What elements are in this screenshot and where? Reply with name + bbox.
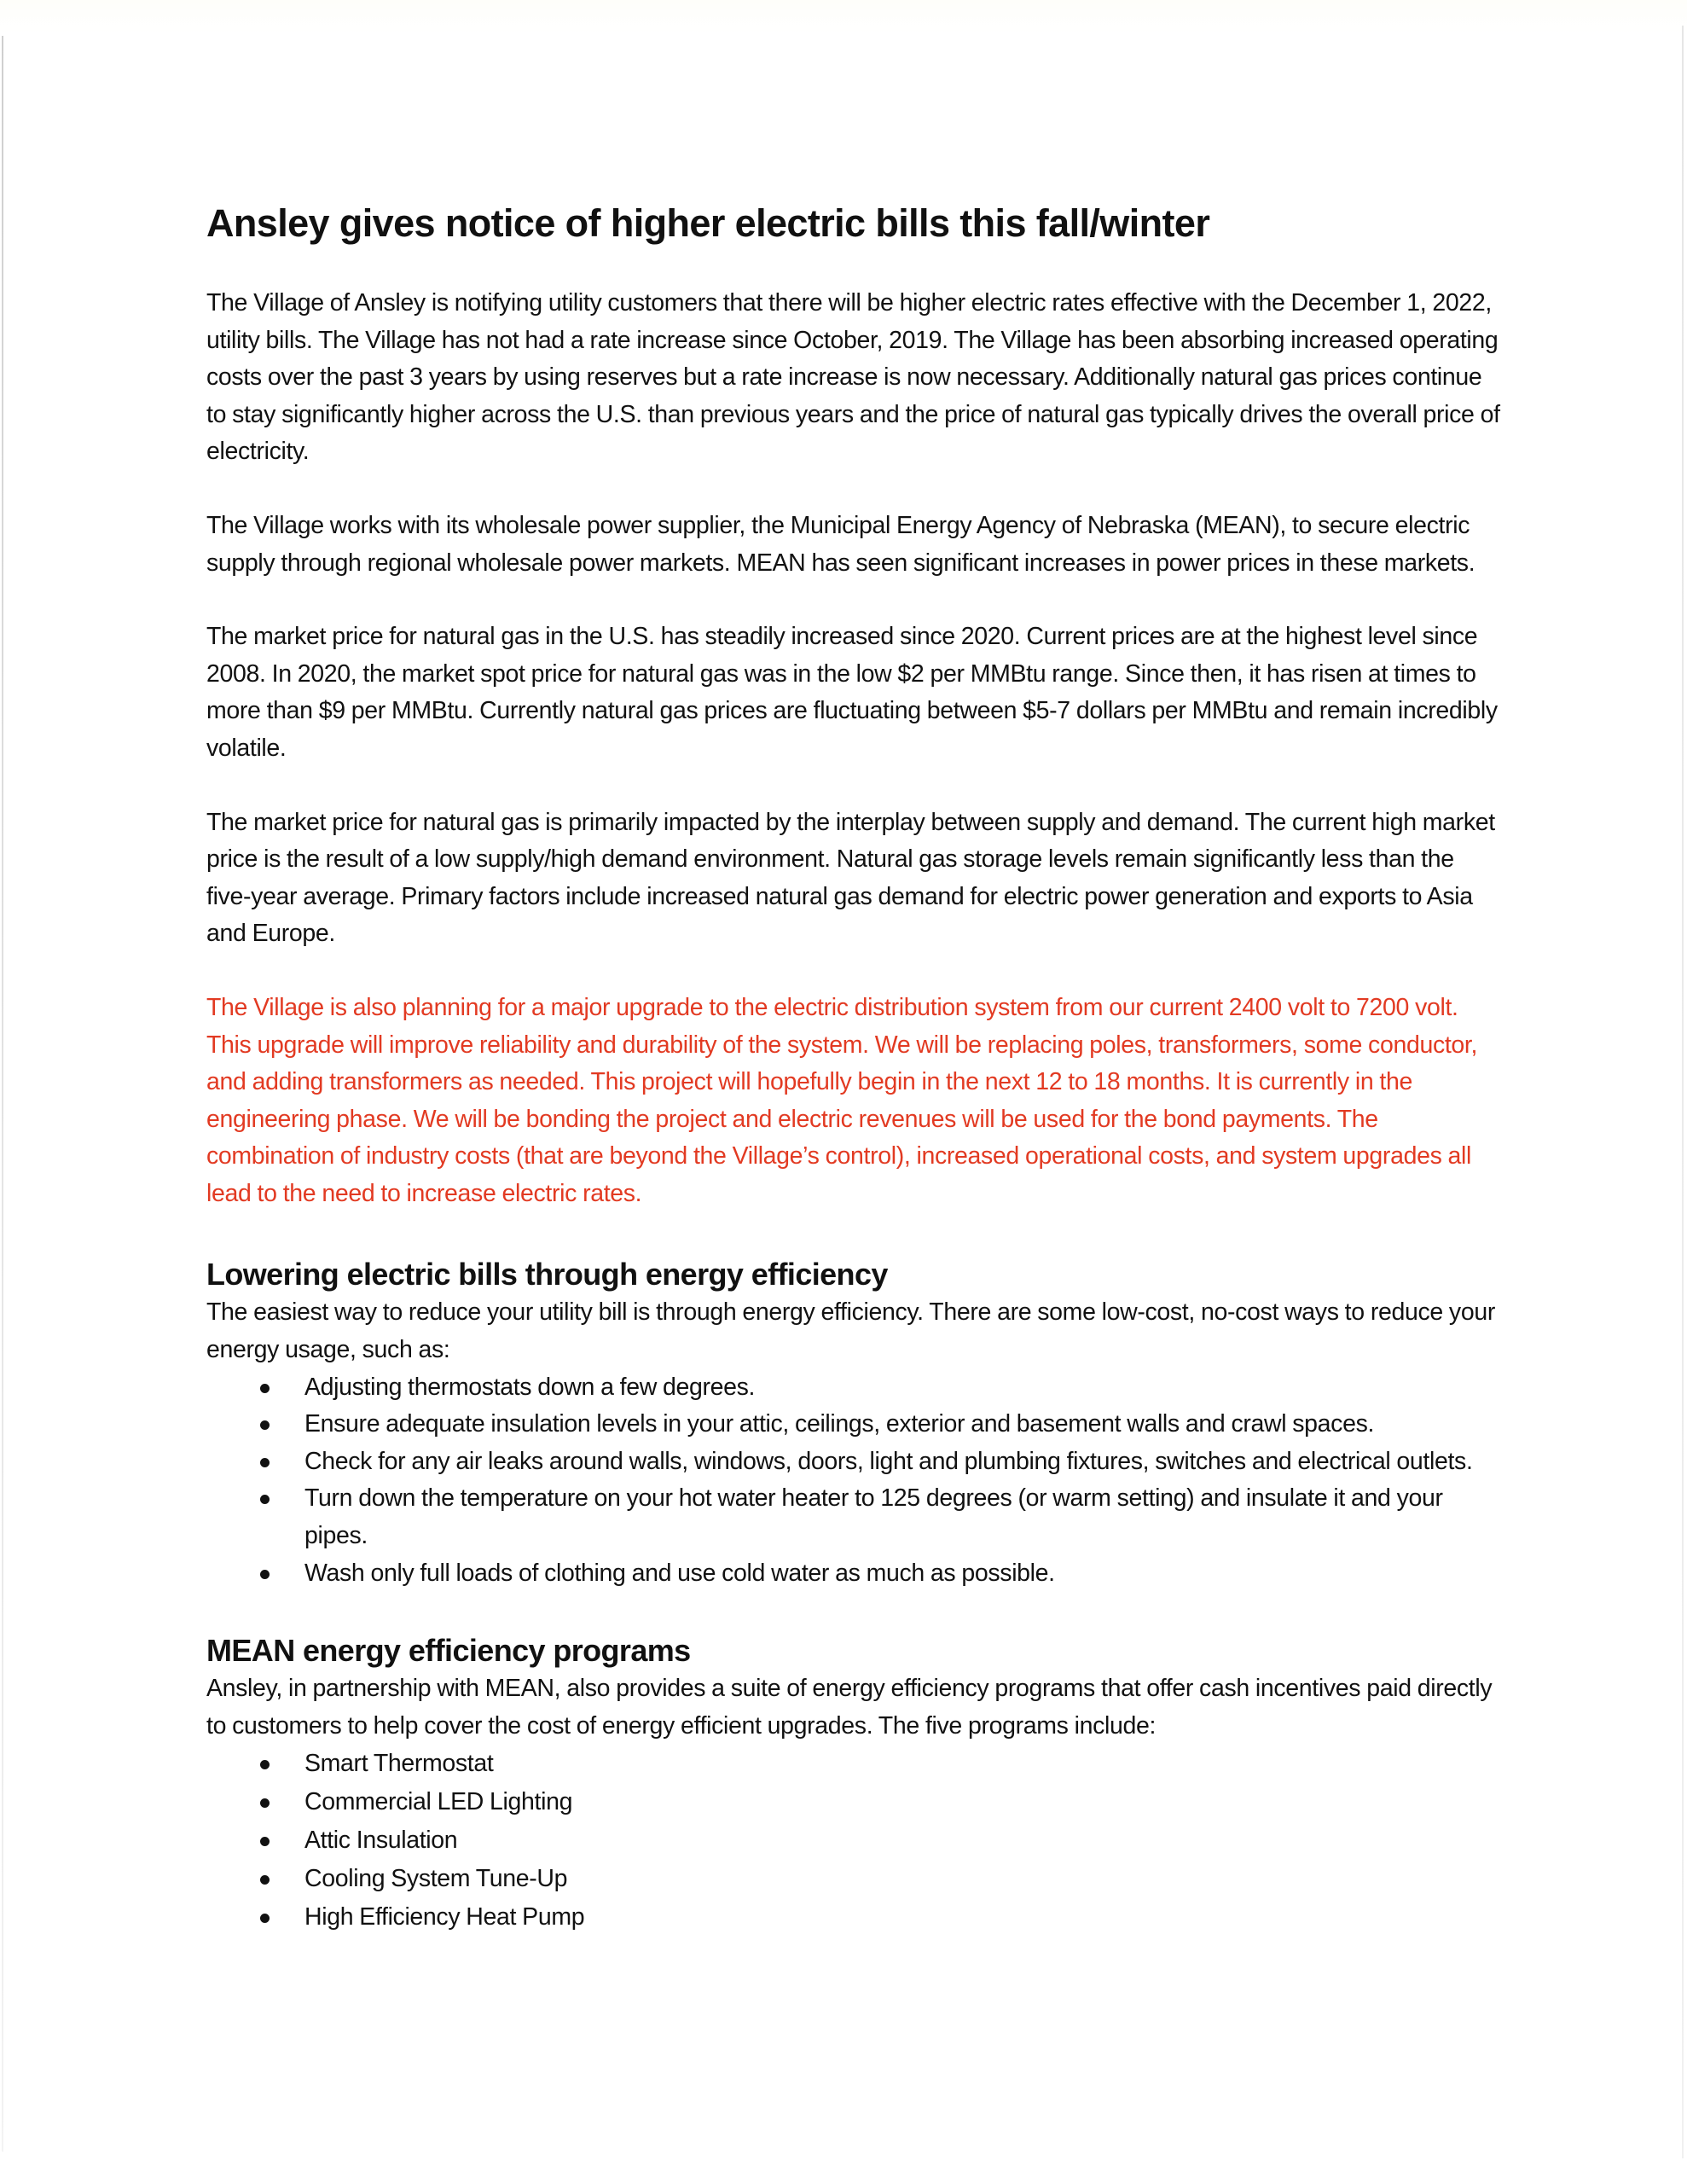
efficiency-tips-list: [206, 1369, 1503, 1593]
list-item: [206, 1821, 1503, 1860]
programs-list: [206, 1745, 1503, 1937]
list-item-text: High Efficiency Heat Pump: [304, 1903, 585, 1931]
bullet-dot-icon: [260, 1837, 270, 1846]
list-item: [206, 1480, 1503, 1554]
bullet-dot-icon: [260, 1875, 270, 1885]
list-item-text: Check for any air leaks around walls, windows, doors, light and plumbing fixtures, switches and electrical outlets.: [304, 1447, 1473, 1475]
paragraph-programs-intro: Ansley, in partnership with MEAN, also provides a suite of energy efficiency programs that offer cash incentives paid directly to customers to help cover the cost of energy efficient upgrades. The five programs include:: [206, 1675, 1493, 1740]
list-item-text: Wash only full loads of clothing and use cold water as much as possible.: [304, 1559, 1055, 1587]
bullet-dot-icon: [260, 1495, 270, 1504]
list-item-text: Adjusting thermostats down a few degrees.: [304, 1373, 756, 1401]
scan-edge-right: [1682, 26, 1684, 2158]
paragraph-rate-increase: The Village of Ansley is notifying utility customers that there will be higher electric rates effective with the December 1, 2022, utility bills. The Village has not had a rate increase since October, 2019. The Village has been absorbing increased operating costs over the past 3 years by using reserves but a rate increase is now necessary. Additionally natural gas prices continue to stay significantly higher across the U.S. than previous years and the price of natural gas typically drives the overall price of electricity.: [206, 289, 1500, 466]
document-title: Ansley gives notice of higher electric bills this fall/winter: [206, 201, 1210, 245]
paragraph-gas-prices: The market price for natural gas in the U.S. has steadily increased since 2020. Current prices are at the highest level since 2008. In 2020, the market spot price for natural gas was in the low $2 per MMBtu range. Since then, it has risen at times to more than $9 per MMBtu. Currently natural gas prices are fluctuating between $5-7 dollars per MMBtu and remain incredibly volatile.: [206, 623, 1498, 762]
list-item-text: Cooling System Tune-Up: [304, 1865, 568, 1893]
list-item: [206, 1898, 1503, 1937]
bullet-dot-icon: [260, 1570, 270, 1579]
bullet-dot-icon: [260, 1760, 270, 1769]
bullet-dot-icon: [260, 1914, 270, 1923]
list-item: [206, 1406, 1503, 1443]
paragraph-wholesale-supplier: The Village works with its wholesale power supplier, the Municipal Energy Agency of Nebraska (MEAN), to secure electric supply through regional wholesale power markets. MEAN has seen significant increases in power prices in these markets.: [206, 511, 1475, 577]
list-item: [206, 1555, 1503, 1593]
list-item: [206, 1745, 1503, 1783]
document-page: [206, 196, 1503, 1937]
bullet-dot-icon: [260, 1798, 270, 1808]
list-item: [206, 1443, 1503, 1481]
paragraph-system-upgrade: The Village is also planning for a major upgrade to the electric distribution system from our current 2400 volt to 7200 volt. This upgrade will improve reliability and durability of the system. We will be replacing poles, transformers, some conductor, and adding transformers as needed. This project will hopefully begin in the next 12 to 18 months. It is currently in the engineering phase. We will be bonding the project and electric revenues will be used for the bond payments. The combination of industry costs (that are beyond the Village’s control), increased operational costs, and system upgrades all lead to the need to increase electric rates.: [206, 993, 1478, 1207]
heading-energy-efficiency: Lowering electric bills through energy efficiency: [206, 1257, 888, 1292]
bullet-dot-icon: [260, 1384, 270, 1393]
list-item-text: Smart Thermostat: [304, 1750, 494, 1778]
paragraph-supply-demand: The market price for natural gas is primarily impacted by the interplay between supply and demand. The current high market price is the result of a low supply/high demand environment. Natural gas storage levels remain significantly less than the five-year average. Primary factors include increased natural gas demand for electric power generation and exports to Asia and Europe.: [206, 808, 1495, 948]
list-item-text: Turn down the temperature on your hot water heater to 125 degrees (or warm setting) and insulate it and your pipes.: [304, 1484, 1443, 1550]
list-item-text: Commercial LED Lighting: [304, 1788, 573, 1816]
bullet-dot-icon: [260, 1420, 270, 1430]
scan-top-tint: [0, 0, 1687, 34]
paragraph-efficiency-intro: The easiest way to reduce your utility bill is through energy efficiency. There are some low-cost, no-cost ways to reduce your energy usage, such as:: [206, 1298, 1495, 1364]
list-item: [206, 1860, 1503, 1898]
heading-mean-programs: MEAN energy efficiency programs: [206, 1633, 691, 1669]
list-item: [206, 1369, 1503, 1407]
list-item-text: Ensure adequate insulation levels in your attic, ceilings, exterior and basement walls and crawl spaces.: [304, 1410, 1375, 1438]
list-item-text: Attic Insulation: [304, 1827, 458, 1855]
bullet-dot-icon: [260, 1458, 270, 1467]
list-item: [206, 1783, 1503, 1821]
scan-edge-left: [2, 36, 3, 2152]
